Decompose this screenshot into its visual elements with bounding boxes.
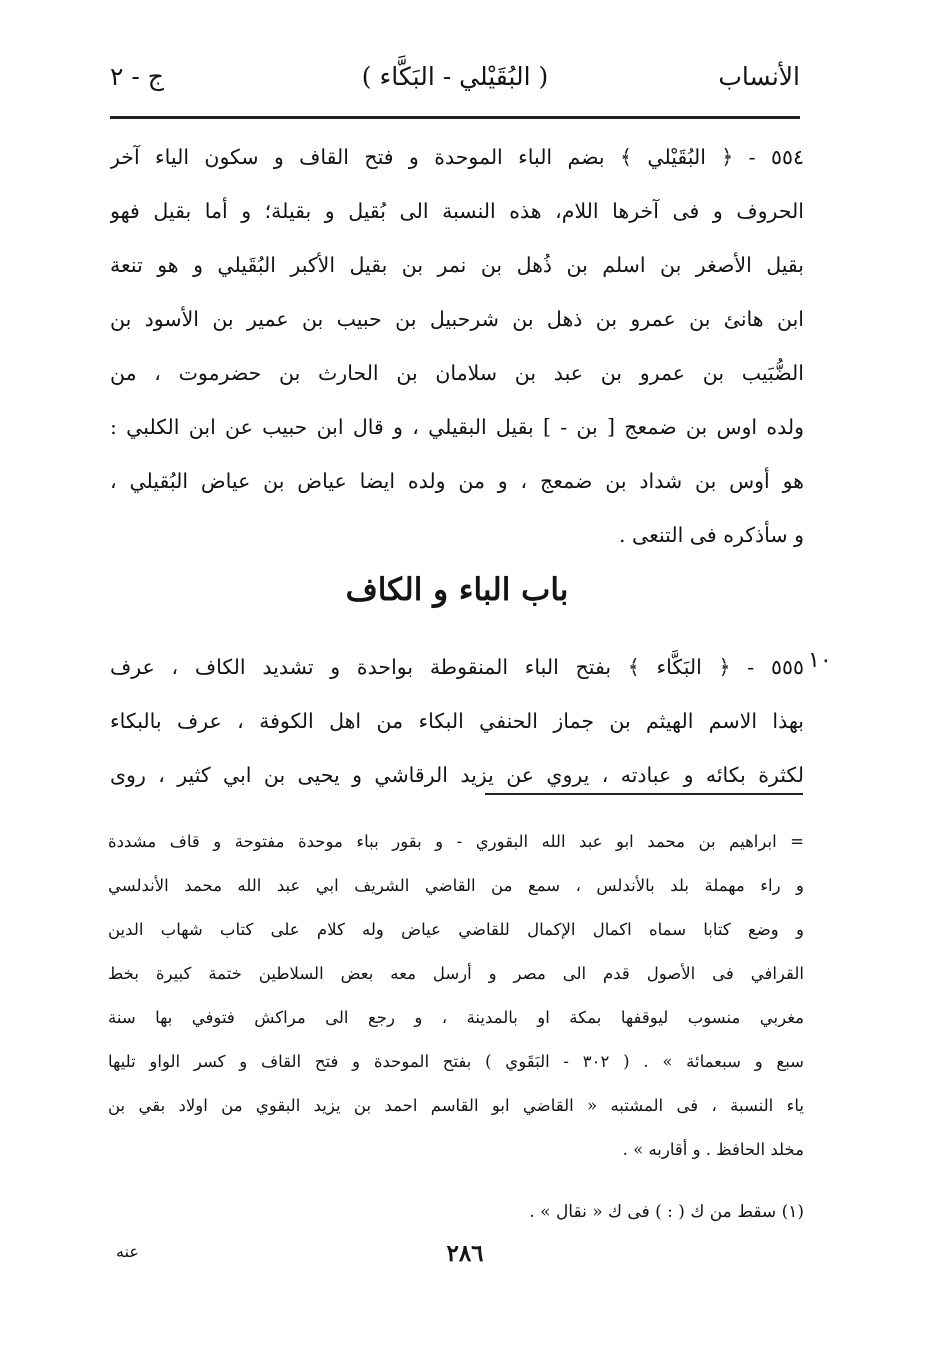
note-line: القرافي فى الأصول قدم الى مصر و أرسل معه بعض السلاطين ختمة كبيرة بخط xyxy=(108,964,804,983)
text-line: ولده اوس بن ضمعج [ بن - ] بقيل البقيلي ، و قال ابن حبيب عن ابن الكلبي : xyxy=(110,415,804,439)
text-line: بهذا الاسم الهيثم بن جماز الحنفي البكاء من اهل الكوفة ، عرف بالبكاء xyxy=(110,709,804,733)
page-number: ٢٨٦ xyxy=(446,1240,484,1267)
header-divider xyxy=(110,116,800,119)
notes-divider xyxy=(485,793,803,795)
text-line: لكثرة بكائه و عبادته ، يروي عن يزيد الرقاشي و يحيى بن ابي كثير ، روى xyxy=(110,763,804,787)
margin-line-number: ١٠ xyxy=(808,648,832,673)
entry-554 xyxy=(110,130,804,562)
note-line: مخلد الحافظ . و أقاربه » . xyxy=(622,1140,804,1159)
text-line: بقيل الأصغر بن اسلم بن ذُهل بن نمر بن بقيل الأكبر البُقَيلي و هو تنعة xyxy=(110,253,804,277)
note-line: سبع و سبعمائة » . ( ٣٠٢ - البَقَوي ) بفتح الموحدة و فتح القاف و كسر الواو تليها xyxy=(108,1052,804,1071)
footnote: (١) سقط من ك ( : ) فى ك « نقال » . xyxy=(529,1202,804,1222)
printer-mark: عنه xyxy=(116,1242,139,1261)
text-line: الضُّبَيب بن عمرو بن عبد بن سلامان بن الحارث بن حضرموت ، من xyxy=(110,361,804,385)
note-line: و وضع كتابا سماه اكمال الإكمال للقاضي عياض وله كلام على كتاب شهاب الدين xyxy=(108,920,804,939)
text-line: ٥٥٤ - ﴿ البُقَيْلي ﴾ بضم الباء الموحدة و فتح القاف و سكون الياء آخر xyxy=(110,145,804,169)
section-heading: باب الباء و الكاف xyxy=(345,572,569,608)
note-line: = ابراهيم بن محمد ابو عبد الله البقوري - و بقور بباء موحدة مفتوحة و قاف مشددة xyxy=(108,832,804,851)
text-line: و سأذكره فى التنعى . xyxy=(618,523,804,547)
running-header xyxy=(110,62,800,106)
text-line: ٥٥٥ - ﴿ البَكَّاء ﴾ بفتح الباء المنقوطة بواحدة و تشديد الكاف ، عرف xyxy=(110,655,804,679)
header-volume: ج - ٢ xyxy=(110,62,164,91)
text-line: هو أوس بن شداد بن ضمعج ، و من ولده ايضا عياض بن عياض البُقيلي ، xyxy=(110,469,804,493)
note-line: و راء مهملة بلد بالأندلس ، سمع من القاضي الشريف ابي عبد الله محمد الأندلسي xyxy=(108,876,804,895)
entry-555 xyxy=(110,640,804,802)
text-line: ابن هانئ بن عمرو بن ذهل بن شرحبيل بن حبيب بن عمير بن الأسود بن xyxy=(110,307,804,331)
notes-section xyxy=(108,820,804,1172)
header-entries: ( البُقَيْلي - البَكَّاء ) xyxy=(361,62,549,91)
note-line: مغربي منسوب ليوقفها بمكة او بالمدينة ، و رجع الى مراكش فتوفي بها سنة xyxy=(108,1008,804,1027)
header-book-title: الأنساب xyxy=(718,62,800,91)
note-line: ياء النسبة ، فى المشتبه « القاضي ابو القاسم احمد بن يزيد البقوي من اولاد بقي بن xyxy=(108,1096,804,1115)
text-line: الحروف و فى آخرها اللام، هذه النسبة الى بُقيل و بقيلة؛ و أما بقيل فهو xyxy=(110,199,804,223)
